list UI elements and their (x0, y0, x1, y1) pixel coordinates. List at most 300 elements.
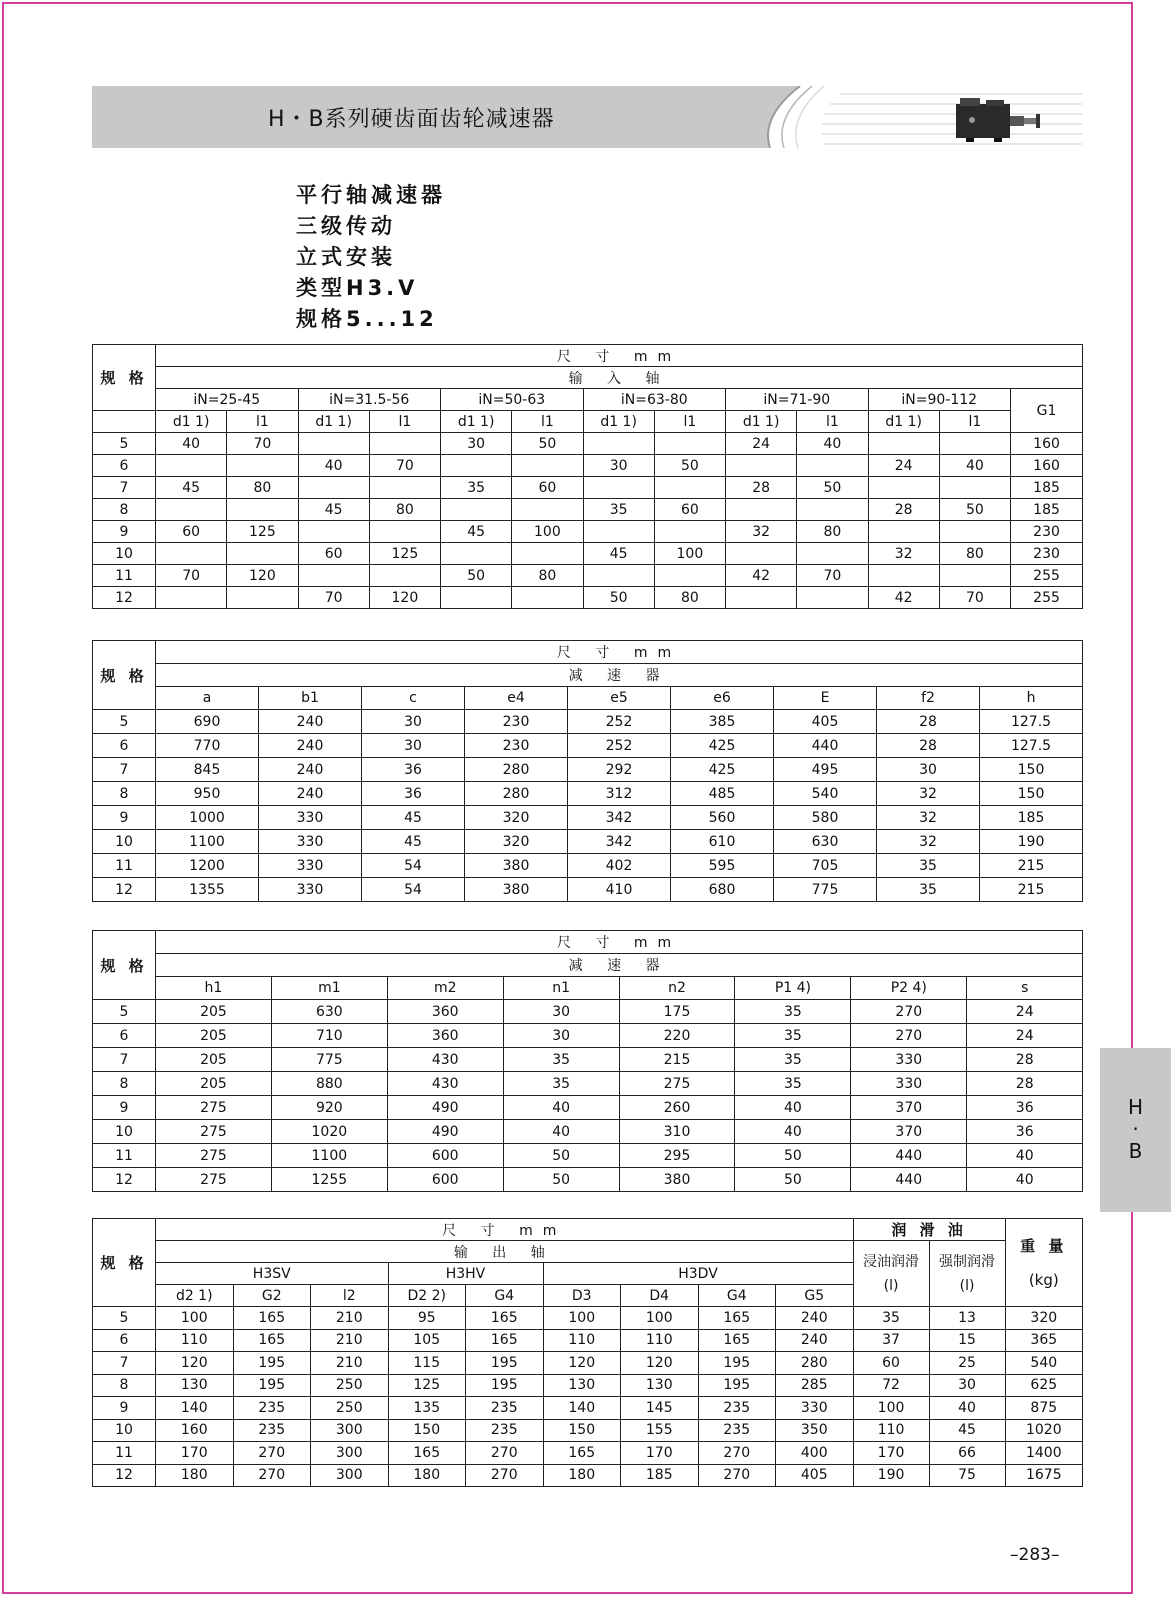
page-number: –283– (1010, 1545, 1060, 1565)
table-cell: 190 (980, 830, 1083, 854)
table-cell: 235 (466, 1397, 544, 1420)
group-header: 输 出 轴 (156, 1241, 854, 1263)
table-cell: 125 (227, 521, 298, 543)
table-cell: 32 (877, 806, 980, 830)
table-cell (441, 543, 512, 565)
table-cell (227, 587, 298, 609)
table-cell: 342 (568, 830, 671, 854)
table-cell (868, 565, 939, 587)
group-header: 减 速 器 (156, 664, 1083, 687)
table-cell: 120 (621, 1352, 699, 1375)
col-header: m1 (271, 977, 387, 1000)
table-cell (512, 499, 583, 521)
table-cell: 775 (271, 1048, 387, 1072)
table-row (93, 1168, 1083, 1192)
table-cell: 252 (568, 710, 671, 734)
col-header: P2 4) (851, 977, 967, 1000)
col-header: d1 1) (156, 411, 227, 433)
table-row (93, 433, 1083, 455)
table-cell: 300 (311, 1442, 389, 1465)
table-cell (156, 587, 227, 609)
weight-unit: (kg) (1028, 1270, 1059, 1289)
table-cell (797, 455, 868, 477)
table-cell: 110 (543, 1329, 621, 1352)
table-cell: 250 (311, 1397, 389, 1420)
type-group: H3HV (388, 1263, 543, 1285)
table-cell: 100 (156, 1307, 234, 1330)
dip-lube-unit: (l) (883, 1277, 899, 1294)
row-label: 7 (93, 1048, 156, 1072)
col-header: n2 (619, 977, 735, 1000)
table-cell: 60 (654, 499, 725, 521)
table-cell: 24 (967, 1024, 1083, 1048)
table-cell (726, 499, 797, 521)
table-cell: 25 (929, 1352, 1005, 1375)
table-cell: 495 (774, 758, 877, 782)
table-cell: 160 (1011, 455, 1083, 477)
table-cell: 540 (774, 782, 877, 806)
type-group: H3SV (156, 1263, 389, 1285)
table-cell: 280 (465, 782, 568, 806)
row-label: 12 (93, 1464, 156, 1487)
table-cell: 280 (776, 1352, 854, 1375)
table-cell: 127.5 (980, 710, 1083, 734)
table-cell: 35 (503, 1048, 619, 1072)
table-cell: 40 (735, 1096, 851, 1120)
table-cell (298, 477, 369, 499)
corner-label: 规 格 (93, 345, 156, 411)
table-cell: 580 (774, 806, 877, 830)
table-cell: 35 (877, 854, 980, 878)
table-cell: 45 (441, 521, 512, 543)
table-cell: 270 (466, 1464, 544, 1487)
table-cell (583, 521, 654, 543)
table-cell: 72 (853, 1374, 929, 1397)
table-cell: 170 (853, 1442, 929, 1465)
table-cell: 230 (1011, 521, 1083, 543)
table-row (93, 587, 1083, 609)
table-cell: 300 (311, 1419, 389, 1442)
table-cell: 255 (1011, 565, 1083, 587)
col-header: l1 (797, 411, 868, 433)
weight-header (1005, 1219, 1083, 1307)
row-label: 5 (93, 1000, 156, 1024)
col-header: e6 (671, 687, 774, 710)
table-cell: 28 (967, 1072, 1083, 1096)
col-header: E (774, 687, 877, 710)
table-cell (583, 565, 654, 587)
tab-letter: B (1128, 1139, 1143, 1163)
table-cell: 190 (853, 1464, 929, 1487)
type-group: H3DV (543, 1263, 853, 1285)
row-label: 7 (93, 477, 156, 499)
table-cell: 270 (698, 1464, 776, 1487)
table-row (93, 1419, 1083, 1442)
col-header: h1 (156, 977, 272, 1000)
table-cell (726, 455, 797, 477)
table-cell: 230 (465, 710, 568, 734)
table-cell: 240 (776, 1329, 854, 1352)
table-cell: 1020 (271, 1120, 387, 1144)
table-cell (654, 521, 725, 543)
table-cell: 185 (980, 806, 1083, 830)
table-cell: 330 (259, 830, 362, 854)
table-cell: 32 (868, 543, 939, 565)
row-label: 9 (93, 1397, 156, 1420)
table-cell: 210 (311, 1352, 389, 1375)
table-cell: 875 (1005, 1397, 1083, 1420)
col-header: G4 (698, 1285, 776, 1307)
table-row (93, 1096, 1083, 1120)
table-cell: 235 (466, 1419, 544, 1442)
table-cell: 80 (654, 587, 725, 609)
table-cell: 365 (1005, 1329, 1083, 1352)
table-cell: 285 (776, 1374, 854, 1397)
row-label: 12 (93, 878, 156, 902)
table-cell: 770 (156, 734, 259, 758)
row-label: 6 (93, 1024, 156, 1048)
table-cell: 45 (362, 806, 465, 830)
table-cell: 70 (939, 587, 1010, 609)
table-cell: 330 (851, 1072, 967, 1096)
table-cell: 330 (259, 878, 362, 902)
tab-letter: H (1127, 1095, 1144, 1119)
table-row (93, 1374, 1083, 1397)
section-header: 尺 寸 mm (156, 931, 1083, 954)
table-cell: 1100 (271, 1144, 387, 1168)
table-cell (868, 521, 939, 543)
table-cell: 125 (388, 1374, 466, 1397)
section-tab (1100, 1048, 1171, 1212)
table-cell: 120 (543, 1352, 621, 1375)
table-cell: 295 (619, 1144, 735, 1168)
col-header: d2 1) (156, 1285, 234, 1307)
table-row (93, 1397, 1083, 1420)
table-cell: 430 (387, 1048, 503, 1072)
table-cell: 165 (466, 1307, 544, 1330)
table-cell: 32 (877, 830, 980, 854)
table-cell: 30 (877, 758, 980, 782)
table-cell: 100 (621, 1307, 699, 1330)
table-cell: 36 (967, 1120, 1083, 1144)
table-body (93, 710, 1083, 902)
table-cell: 485 (671, 782, 774, 806)
row-label: 8 (93, 1374, 156, 1397)
table-cell (369, 433, 440, 455)
col-header: D3 (543, 1285, 621, 1307)
table-row (93, 734, 1083, 758)
section-header: 尺 寸 mm (156, 1219, 854, 1241)
col-header: h (980, 687, 1083, 710)
table-cell: 45 (298, 499, 369, 521)
table-cell: 440 (774, 734, 877, 758)
table-cell: 40 (503, 1120, 619, 1144)
table-row (93, 1072, 1083, 1096)
table-cell: 405 (776, 1464, 854, 1487)
table-cell: 600 (387, 1168, 503, 1192)
row-label: 10 (93, 1120, 156, 1144)
table-cell (298, 433, 369, 455)
table-cell (441, 587, 512, 609)
table-cell: 80 (939, 543, 1010, 565)
table-cell: 205 (156, 1000, 272, 1024)
reducer-dims-table-1 (92, 640, 1083, 902)
table-cell: 175 (619, 1000, 735, 1024)
table-cell (298, 521, 369, 543)
row-label: 11 (93, 1442, 156, 1465)
table-cell: 30 (503, 1024, 619, 1048)
table-cell (512, 587, 583, 609)
table-cell: 690 (156, 710, 259, 734)
table-cell: 270 (233, 1464, 311, 1487)
table-cell: 50 (441, 565, 512, 587)
table-cell: 30 (503, 1000, 619, 1024)
row-label: 10 (93, 543, 156, 565)
table-cell: 630 (774, 830, 877, 854)
table-cell (939, 521, 1010, 543)
table-cell: 705 (774, 854, 877, 878)
table-cell: 170 (156, 1442, 234, 1465)
table-cell: 36 (362, 782, 465, 806)
table-cell (512, 455, 583, 477)
table-cell: 380 (619, 1168, 735, 1192)
table-cell: 280 (465, 758, 568, 782)
ratio-range: iN=63-80 (583, 389, 726, 411)
table-cell: 205 (156, 1048, 272, 1072)
row-label: 8 (93, 1072, 156, 1096)
table-cell: 180 (156, 1464, 234, 1487)
table-row (93, 1144, 1083, 1168)
table-cell: 250 (311, 1374, 389, 1397)
table-cell: 270 (851, 1000, 967, 1024)
table-cell (156, 543, 227, 565)
table-cell: 80 (369, 499, 440, 521)
table-cell: 100 (543, 1307, 621, 1330)
table-cell: 80 (797, 521, 868, 543)
col-header: G2 (233, 1285, 311, 1307)
table-cell: 40 (967, 1144, 1083, 1168)
table-cell: 130 (621, 1374, 699, 1397)
table-cell: 490 (387, 1120, 503, 1144)
table-cell (797, 587, 868, 609)
table-row (93, 878, 1083, 902)
table-cell: 330 (259, 854, 362, 878)
table-cell: 150 (543, 1419, 621, 1442)
table-cell: 270 (851, 1024, 967, 1048)
group-header: 减 速 器 (156, 954, 1083, 977)
col-header: d1 1) (441, 411, 512, 433)
table-cell: 195 (233, 1374, 311, 1397)
table-cell: 1255 (271, 1168, 387, 1192)
table-row (93, 565, 1083, 587)
table-cell: 210 (311, 1307, 389, 1330)
table-row (93, 710, 1083, 734)
row-label: 8 (93, 499, 156, 521)
table-row (93, 1000, 1083, 1024)
table-cell: 140 (156, 1397, 234, 1420)
row-label: 11 (93, 565, 156, 587)
table-cell: 45 (929, 1419, 1005, 1442)
page-title: H・B系列硬齿面齿轮减速器 (268, 107, 555, 132)
table-cell: 30 (441, 433, 512, 455)
table-cell: 210 (311, 1329, 389, 1352)
table-cell: 24 (726, 433, 797, 455)
table-cell: 110 (156, 1329, 234, 1352)
table-cell: 430 (387, 1072, 503, 1096)
table-cell: 165 (233, 1307, 311, 1330)
table-cell: 32 (726, 521, 797, 543)
table-cell: 195 (466, 1374, 544, 1397)
table-cell: 405 (774, 710, 877, 734)
subtitle-line: 三级传动 (296, 214, 396, 238)
table-cell: 195 (698, 1374, 776, 1397)
table-cell (298, 565, 369, 587)
table-cell: 35 (441, 477, 512, 499)
table-cell: 165 (543, 1442, 621, 1465)
table-cell: 330 (851, 1048, 967, 1072)
table-cell: 40 (797, 433, 868, 455)
table-cell: 275 (156, 1120, 272, 1144)
subtitle-line: 平行轴减速器 (296, 183, 446, 207)
table-cell: 185 (621, 1464, 699, 1487)
row-label: 10 (93, 830, 156, 854)
table-cell: 40 (967, 1168, 1083, 1192)
table-cell: 30 (929, 1374, 1005, 1397)
table-cell: 235 (698, 1419, 776, 1442)
forced-lube-header (929, 1241, 1005, 1307)
col-header: b1 (259, 687, 362, 710)
table-cell: 80 (227, 477, 298, 499)
table-cell: 320 (465, 830, 568, 854)
row-label: 10 (93, 1419, 156, 1442)
row-label: 12 (93, 1168, 156, 1192)
table-cell: 145 (621, 1397, 699, 1420)
table-cell: 1000 (156, 806, 259, 830)
subtitle-line: 立式安装 (296, 245, 396, 269)
col-header: m2 (387, 977, 503, 1000)
table-row (93, 1442, 1083, 1465)
table-cell: 75 (929, 1464, 1005, 1487)
col-header: l2 (311, 1285, 389, 1307)
table-cell: 240 (259, 758, 362, 782)
row-label: 7 (93, 1352, 156, 1375)
table-cell: 320 (465, 806, 568, 830)
table-cell (726, 543, 797, 565)
corner-label: 规 格 (93, 641, 156, 710)
table-cell (369, 565, 440, 587)
table-cell: 252 (568, 734, 671, 758)
table-cell: 630 (271, 1000, 387, 1024)
table-cell: 185 (1011, 477, 1083, 499)
table-cell: 595 (671, 854, 774, 878)
table-cell (441, 455, 512, 477)
table-cell: 50 (503, 1144, 619, 1168)
col-header: n1 (503, 977, 619, 1000)
table-cell: 170 (621, 1442, 699, 1465)
gearbox-icon (952, 94, 1048, 142)
ratio-range: iN=90-112 (868, 389, 1011, 411)
table-cell: 205 (156, 1072, 272, 1096)
table-cell: 66 (929, 1442, 1005, 1465)
col-header: f2 (877, 687, 980, 710)
table-cell: 880 (271, 1072, 387, 1096)
table-cell: 240 (776, 1307, 854, 1330)
table-cell: 610 (671, 830, 774, 854)
table-cell: 275 (156, 1144, 272, 1168)
table-cell: 30 (362, 710, 465, 734)
col-header: d1 1) (583, 411, 654, 433)
table-cell: 215 (619, 1048, 735, 1072)
table-cell (369, 477, 440, 499)
table-cell: 100 (512, 521, 583, 543)
dip-lube-label: 浸油润滑 (863, 1253, 920, 1270)
table-cell: 195 (698, 1352, 776, 1375)
table-cell (583, 477, 654, 499)
row-label: 6 (93, 1329, 156, 1352)
output-shaft-table (92, 1218, 1083, 1487)
table-cell: 230 (1011, 543, 1083, 565)
table-cell (726, 587, 797, 609)
table-row (93, 1352, 1083, 1375)
col-header: c (362, 687, 465, 710)
table-cell: 125 (369, 543, 440, 565)
table-row (93, 758, 1083, 782)
table-cell (654, 477, 725, 499)
ratio-range: iN=31.5-56 (298, 389, 441, 411)
table-row (93, 782, 1083, 806)
table-cell: 130 (156, 1374, 234, 1397)
table-cell: 50 (503, 1168, 619, 1192)
col-header: e5 (568, 687, 671, 710)
table-cell: 160 (1011, 433, 1083, 455)
table-cell: 60 (156, 521, 227, 543)
table-cell (939, 477, 1010, 499)
table-cell: 1100 (156, 830, 259, 854)
table-cell: 220 (619, 1024, 735, 1048)
row-label: 12 (93, 587, 156, 609)
table-cell: 70 (797, 565, 868, 587)
table-cell: 775 (774, 878, 877, 902)
table-cell (227, 543, 298, 565)
header-row (93, 687, 1083, 710)
table-cell (868, 477, 939, 499)
table-cell: 292 (568, 758, 671, 782)
col-header: d1 1) (726, 411, 797, 433)
table-cell: 80 (512, 565, 583, 587)
table-cell: 215 (980, 854, 1083, 878)
table-row (93, 521, 1083, 543)
col-header: P1 4) (735, 977, 851, 1000)
table-cell: 120 (369, 587, 440, 609)
row-label: 5 (93, 1307, 156, 1330)
table-cell: 28 (726, 477, 797, 499)
table-cell: 36 (362, 758, 465, 782)
table-cell: 440 (851, 1144, 967, 1168)
row-label: 9 (93, 521, 156, 543)
table-cell: 195 (466, 1352, 544, 1375)
col-header: s (967, 977, 1083, 1000)
table-cell: 310 (619, 1120, 735, 1144)
table-cell: 275 (619, 1072, 735, 1096)
table-cell: 35 (503, 1072, 619, 1096)
forced-lube-unit: (l) (959, 1277, 975, 1294)
table-cell: 13 (929, 1307, 1005, 1330)
table-cell: 60 (298, 543, 369, 565)
table-cell: 115 (388, 1352, 466, 1375)
table-cell: 40 (735, 1120, 851, 1144)
table-cell: 180 (543, 1464, 621, 1487)
table-cell: 270 (233, 1442, 311, 1465)
